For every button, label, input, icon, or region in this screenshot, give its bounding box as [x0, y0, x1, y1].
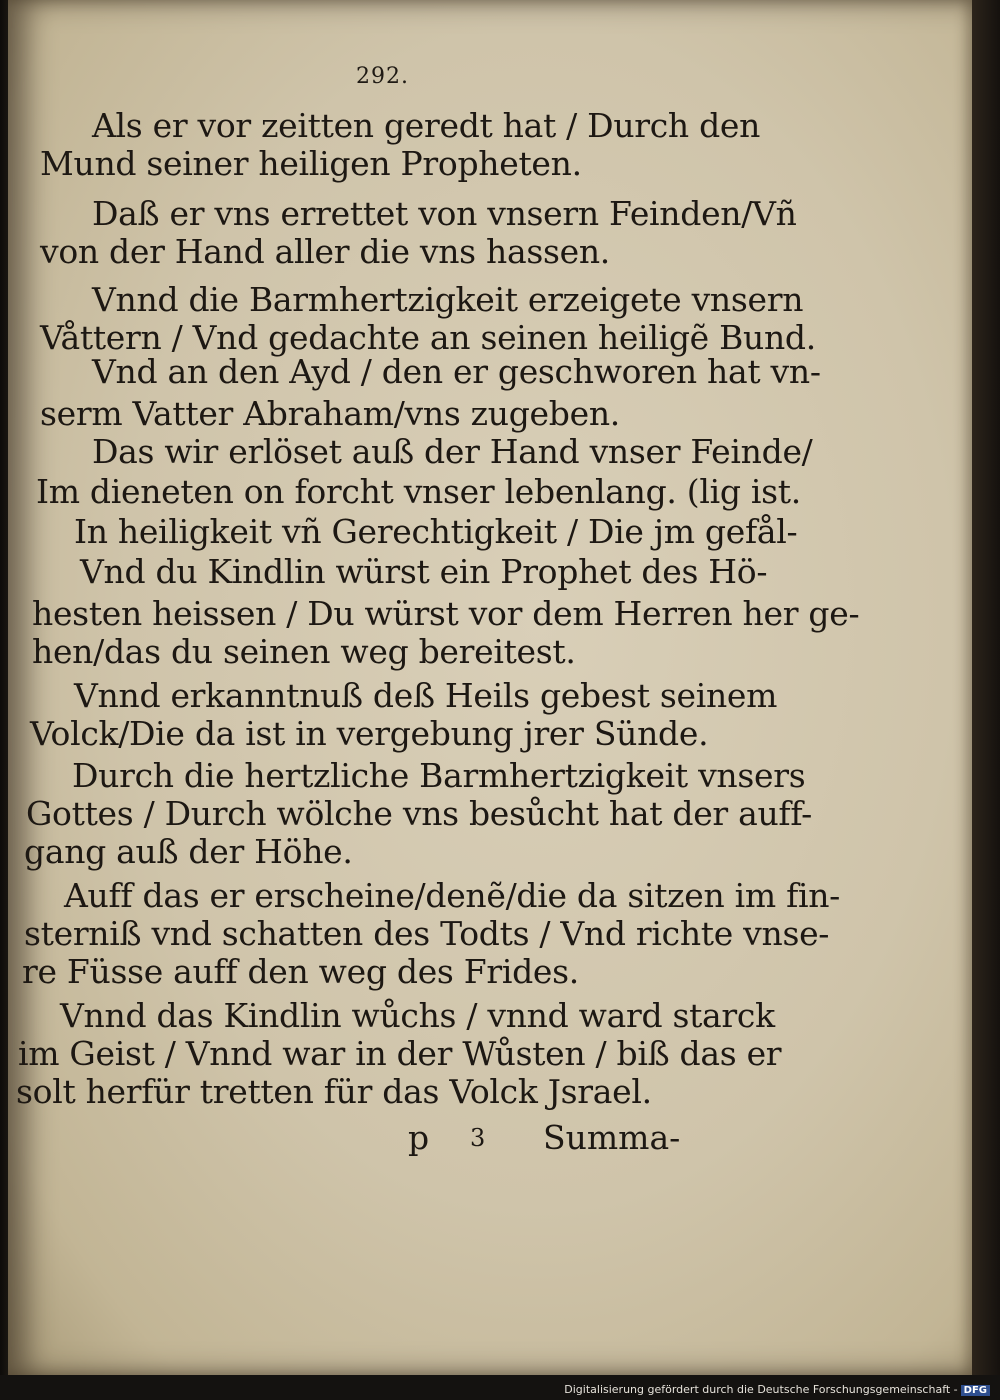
signature-number: 3 — [470, 1124, 486, 1152]
text-line: im Geist / Vnnd war in der Wůsten / biß das er — [18, 1034, 782, 1073]
text-line: Våttern / Vnd gedachte an seinen heiligẽ Bund. — [40, 318, 816, 357]
catchword: Summa- — [543, 1118, 681, 1157]
text-line: Vnnd erkanntnuß deß Heils gebest seinem — [74, 676, 778, 715]
page-number: 292. — [356, 64, 409, 89]
text-line: Vnd du Kindlin würst ein Prophet des Hö- — [80, 552, 768, 591]
digitization-credit — [564, 1383, 990, 1396]
credit-text: Digitalisierung gefördert durch die Deutsche Forschungsgemeinschaft - — [564, 1383, 958, 1396]
text-line: serm Vatter Abraham/vns zugeben. — [40, 394, 620, 433]
text-line: Im dieneten on forcht vnser lebenlang. (lig ist. — [36, 472, 801, 511]
text-line: Daß er vns errettet von vnsern Feinden/Vñ — [92, 194, 797, 233]
text-line: hen/das du seinen weg bereitest. — [32, 632, 576, 671]
text-line: Auff das er erscheine/denẽ/die da sitzen im fin- — [64, 876, 841, 915]
text-line: Gottes / Durch wölche vns besůcht hat der auff- — [26, 794, 812, 833]
text-line: solt herfür tretten für das Volck Jsrael. — [16, 1072, 652, 1111]
text-line: gang auß der Höhe. — [24, 832, 353, 871]
text-line: Als er vor zeitten geredt hat / Durch den — [92, 106, 761, 145]
text-line: Vnnd das Kindlin wůchs / vnnd ward starck — [60, 996, 775, 1035]
dfg-logo: DFG — [961, 1385, 990, 1396]
scan-right-edge — [972, 0, 1000, 1400]
text-line: In heiligkeit vñ Gerechtigkeit / Die jm gefål- — [74, 512, 798, 551]
text-line: sterniß vnd schatten des Todts / Vnd richte vnse- — [24, 914, 830, 953]
text-line: von der Hand aller die vns hassen. — [40, 232, 610, 271]
text-line: Vnnd die Barmhertzigkeit erzeigete vnsern — [92, 280, 804, 319]
text-line: Vnd an den Ayd / den er geschworen hat vn- — [92, 352, 821, 391]
signature-mark: p — [408, 1118, 430, 1157]
text-line: Volck/Die da ist in vergebung jrer Sünde. — [30, 714, 709, 753]
text-line: hesten heissen / Du würst vor dem Herren her ge- — [32, 594, 860, 633]
text-line: Mund seiner heiligen Propheten. — [40, 144, 582, 183]
text-line: Durch die hertzliche Barmhertzigkeit vnsers — [72, 756, 806, 795]
text-line: Das wir erlöset auß der Hand vnser Feinde/ — [92, 432, 813, 471]
book-page — [8, 0, 972, 1375]
text-line: re Füsse auff den weg des Frides. — [22, 952, 579, 991]
